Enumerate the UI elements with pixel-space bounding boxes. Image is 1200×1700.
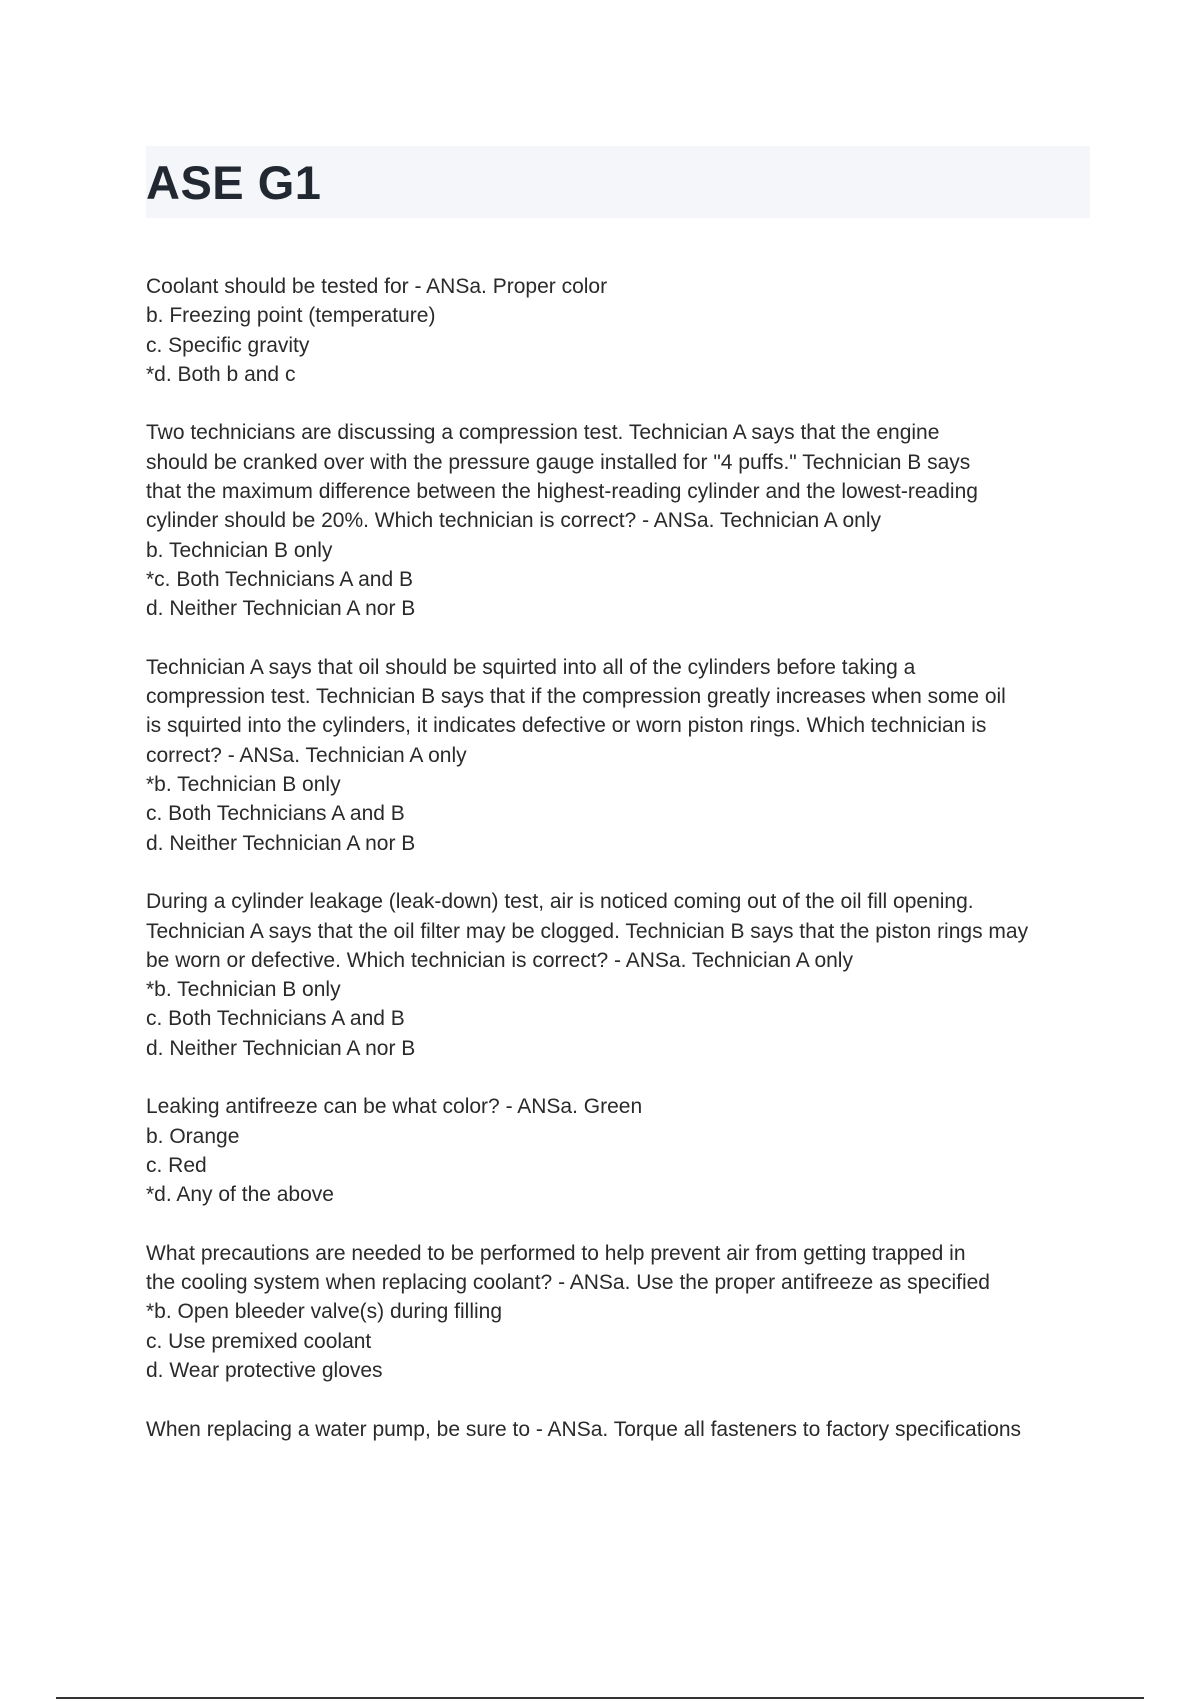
question-text: When replacing a water pump, be sure to - ANSa. Torque all fasteners to factory specifications <box>146 1417 1022 1441</box>
answer-option: c. Both Technicians A and B <box>146 1007 405 1031</box>
answer-option: d. Neither Technician A nor B <box>146 831 416 855</box>
question-text: that the maximum difference between the highest-reading cylinder and the lowest-reading <box>146 480 978 504</box>
answer-option: d. Wear protective gloves <box>146 1358 383 1382</box>
question-block-1 <box>146 272 1086 389</box>
answer-option: c. Red <box>146 1153 207 1177</box>
title-band <box>146 146 1090 218</box>
question-text: What precautions are needed to be performed to help prevent air from getting trapped in <box>146 1241 966 1265</box>
answer-option: *d. Any of the above <box>146 1183 334 1207</box>
answer-option: *c. Both Technicians A and B <box>146 567 413 591</box>
question-text: Two technicians are discussing a compression test. Technician A says that the engine <box>146 421 940 445</box>
question-list <box>146 272 1086 1473</box>
question-text: the cooling system when replacing coolant? - ANSa. Use the proper antifreeze as specified <box>146 1271 990 1295</box>
answer-option: d. Neither Technician A nor B <box>146 1036 416 1060</box>
answer-option: *b. Technician B only <box>146 978 341 1002</box>
answer-option: c. Both Technicians A and B <box>146 802 405 826</box>
answer-option: b. Technician B only <box>146 538 333 562</box>
answer-option: *b. Open bleeder valve(s) during filling <box>146 1300 503 1324</box>
question-text: is squirted into the cylinders, it indicates defective or worn piston rings. Which technician is <box>146 714 987 738</box>
question-block-2 <box>146 418 1086 623</box>
question-block-5 <box>146 1092 1086 1209</box>
answer-option: d. Neither Technician A nor B <box>146 597 416 621</box>
question-block-6 <box>146 1239 1086 1385</box>
question-block-7 <box>146 1415 1086 1444</box>
question-block-3 <box>146 653 1086 858</box>
page-title: ASE G1 <box>146 156 322 209</box>
question-text: Technician A says that oil should be squirted into all of the cylinders before taking a <box>146 655 916 679</box>
page-bottom-divider <box>56 1697 1144 1699</box>
question-text: cylinder should be 20%. Which technician is correct? - ANSa. Technician A only <box>146 509 881 533</box>
answer-option: *b. Technician B only <box>146 773 341 797</box>
question-text: During a cylinder leakage (leak-down) test, air is noticed coming out of the oil fill opening. <box>146 890 974 914</box>
question-block-4 <box>146 887 1086 1063</box>
answer-option: *d. Both b and c <box>146 362 296 386</box>
question-text: should be cranked over with the pressure gauge installed for "4 puffs." Technician B says <box>146 450 971 474</box>
question-text: compression test. Technician B says that if the compression greatly increases when some oil <box>146 685 1006 709</box>
question-text: Leaking antifreeze can be what color? - ANSa. Green <box>146 1095 643 1119</box>
answer-option: b. Freezing point (temperature) <box>146 304 436 328</box>
question-text: correct? - ANSa. Technician A only <box>146 743 467 767</box>
question-text: Coolant should be tested for - ANSa. Proper color <box>146 275 608 298</box>
question-text: Technician A says that the oil filter may be clogged. Technician B says that the piston rings may <box>146 919 1029 943</box>
answer-option: b. Orange <box>146 1124 240 1148</box>
question-text: be worn or defective. Which technician is correct? - ANSa. Technician A only <box>146 948 853 972</box>
answer-option: c. Specific gravity <box>146 333 310 357</box>
answer-option: c. Use premixed coolant <box>146 1329 372 1353</box>
